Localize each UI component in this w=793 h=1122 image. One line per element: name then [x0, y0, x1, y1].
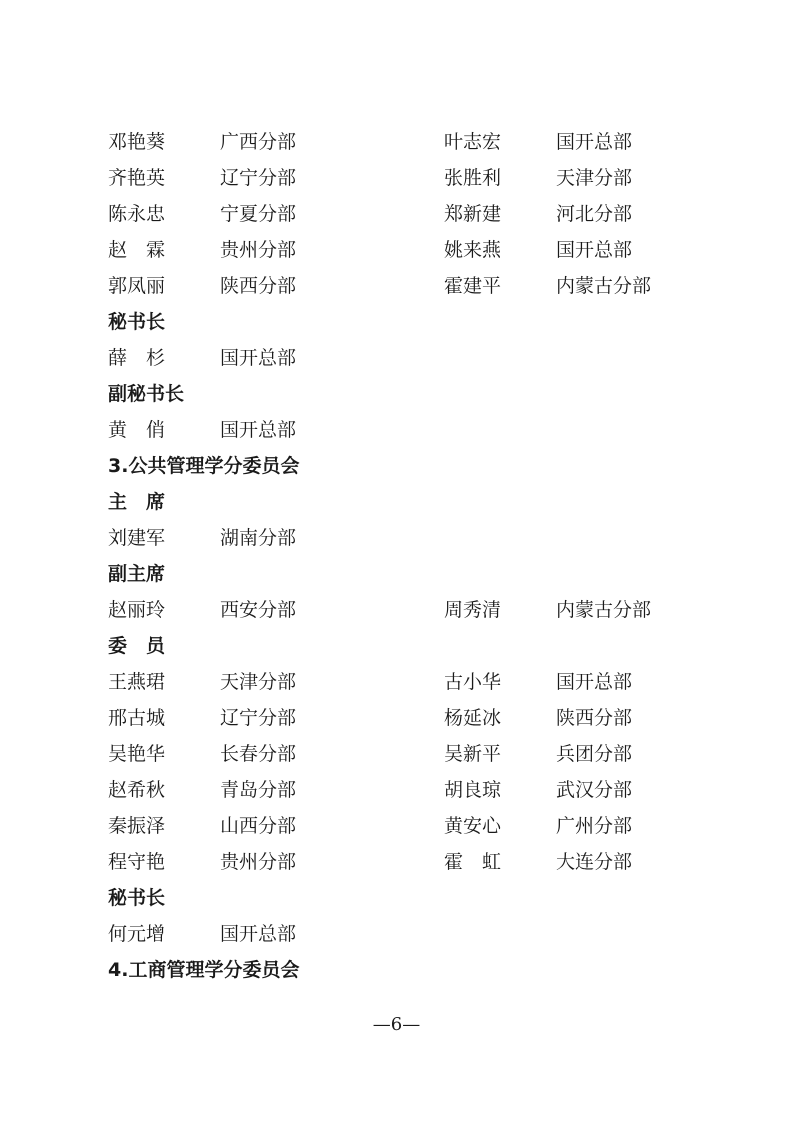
member-name: 刘建军: [108, 527, 166, 549]
member-branch: 国开总部: [220, 419, 297, 441]
member-branch: 国开总部: [220, 347, 297, 369]
member-branch: 西安分部: [220, 599, 297, 621]
member-branch: 国开总部: [556, 239, 633, 261]
member-branch: 国开总部: [220, 923, 297, 945]
member-row: [108, 412, 728, 448]
member-name: 赵希秋: [108, 779, 166, 801]
member-branch: 山西分部: [220, 815, 297, 837]
member-name: 王燕珺: [108, 671, 166, 693]
member-row: [108, 700, 728, 736]
member-branch: 内蒙古分部: [556, 599, 652, 621]
member-branch: 兵团分部: [556, 743, 633, 765]
member-name: 吴新平: [444, 743, 502, 765]
role-heading-vice-chair: 副主席: [108, 563, 166, 585]
member-name: 齐艳英: [108, 167, 166, 189]
member-name: 周秀清: [444, 599, 502, 621]
member-name: 赵 霖: [108, 239, 166, 261]
member-branch: 天津分部: [556, 167, 633, 189]
member-branch: 长春分部: [220, 743, 297, 765]
member-branch: 河北分部: [556, 203, 633, 225]
member-name: 叶志宏: [444, 131, 502, 153]
member-branch: 国开总部: [556, 671, 633, 693]
member-name: 邓艳葵: [108, 131, 166, 153]
member-branch: 大连分部: [556, 851, 633, 873]
member-branch: 陕西分部: [220, 275, 297, 297]
page-number: —6—: [372, 1014, 421, 1035]
member-branch: 贵州分部: [220, 851, 297, 873]
member-branch: 广州分部: [556, 815, 633, 837]
member-name: 霍建平: [444, 275, 502, 297]
member-name: 邢古城: [108, 707, 166, 729]
member-row: [108, 232, 728, 268]
member-row: [108, 268, 728, 304]
member-row: [108, 664, 728, 700]
member-row: [108, 160, 728, 196]
member-name: 程守艳: [108, 851, 166, 873]
member-row: [108, 916, 728, 952]
section-heading: 4.工商管理学分委员会: [108, 959, 300, 981]
member-branch: 宁夏分部: [220, 203, 297, 225]
section-heading: 3.公共管理学分委员会: [108, 455, 300, 477]
member-row: [108, 592, 728, 628]
member-branch: 湖南分部: [220, 527, 297, 549]
member-name: 赵丽玲: [108, 599, 166, 621]
member-row: [108, 196, 728, 232]
member-name: 张胜利: [444, 167, 502, 189]
member-name: 胡良琼: [444, 779, 502, 801]
role-heading-secretary-general: 秘书长: [108, 887, 166, 909]
member-branch: 内蒙古分部: [556, 275, 652, 297]
member-branch: 广西分部: [220, 131, 297, 153]
role-heading-members: 委 员: [108, 635, 166, 657]
member-name: 黄 俏: [108, 419, 166, 441]
member-branch: 国开总部: [556, 131, 633, 153]
member-branch: 贵州分部: [220, 239, 297, 261]
role-heading-secretary-general: 秘书长: [108, 311, 166, 333]
role-heading-deputy-secretary-general: 副秘书长: [108, 383, 185, 405]
member-branch: 武汉分部: [556, 779, 633, 801]
member-row: [108, 340, 728, 376]
member-row: [108, 808, 728, 844]
member-branch: 天津分部: [220, 671, 297, 693]
member-name: 秦振泽: [108, 815, 166, 837]
member-branch: 陕西分部: [556, 707, 633, 729]
member-row: [108, 772, 728, 808]
member-row: [108, 520, 728, 556]
member-branch: 辽宁分部: [220, 167, 297, 189]
member-name: 陈永忠: [108, 203, 166, 225]
member-name: 吴艳华: [108, 743, 166, 765]
member-name: 何元增: [108, 923, 166, 945]
member-name: 薛 杉: [108, 347, 166, 369]
member-name: 郭凤丽: [108, 275, 166, 297]
member-branch: 辽宁分部: [220, 707, 297, 729]
role-heading-chair: 主 席: [108, 491, 166, 513]
member-branch: 青岛分部: [220, 779, 297, 801]
member-row: [108, 844, 728, 880]
member-name: 杨延冰: [444, 707, 502, 729]
member-name: 姚来燕: [444, 239, 502, 261]
member-row: [108, 736, 728, 772]
member-name: 黄安心: [444, 815, 502, 837]
member-name: 古小华: [444, 671, 502, 693]
member-name: 霍 虹: [444, 851, 502, 873]
member-row: [108, 124, 728, 160]
member-name: 郑新建: [444, 203, 502, 225]
